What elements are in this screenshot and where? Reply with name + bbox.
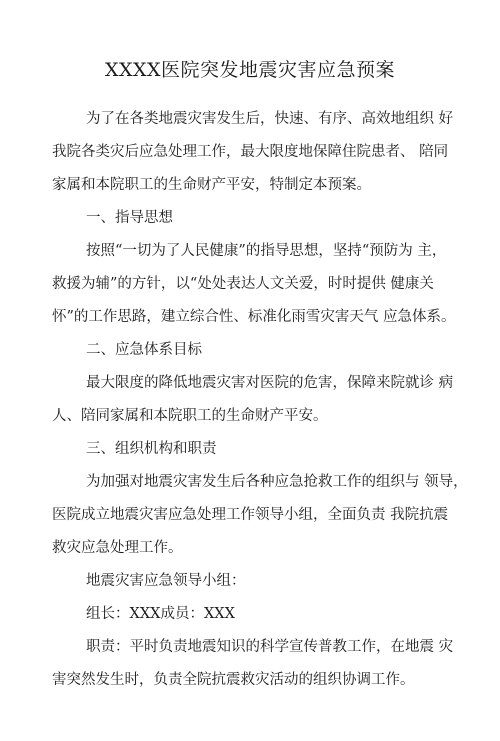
group-members: 组长：XXX成员：XXX [86, 606, 235, 622]
section-3-heading: 三、组织机构和职责 [86, 441, 217, 457]
duty-line-2: 害突然发生时，负责全院抗震救灾活动的组织协调工作。 [52, 672, 415, 688]
intro-line-3: 家属和本院职工的生命财产平安，特制定本预案。 [52, 177, 371, 193]
section-1-line-3: 怀”的工作思路，建立综合性、标准化雨雪灾害天气 应急体系。 [52, 309, 456, 325]
section-3-line-3: 救灾应急处理工作。 [52, 540, 183, 556]
intro-line-2: 我院各类灾后应急处理工作，最大限度地保障住院患者、 陪同 [52, 144, 449, 160]
section-1-line-1: 按照“一切为了人民健康”的指导思想，坚持“预防为 主， [86, 243, 447, 259]
section-1-heading: 一、指导思想 [86, 210, 173, 226]
section-2-line-1: 最大限度的降低地震灾害对医院的危害，保障来院就诊 病 [86, 375, 454, 391]
section-1-line-2: 救援为辅”的方针，以“处处表达人文关爱，时时提供 健康关 [52, 276, 434, 292]
section-3-line-2: 医院成立地震灾害应急处理工作领导小组，全面负责 我院抗震 [52, 507, 449, 523]
document-title: XXXX医院突发地震灾害应急预案 [104, 59, 396, 81]
duty-line-1: 职责：平时负责地震知识的科学宣传普教工作，在地震 灾 [86, 639, 454, 655]
intro-line-1: 为了在各类地震灾害发生后，快速、有序、高效地组织 好 [86, 111, 454, 127]
section-2-heading: 二、应急体系目标 [86, 342, 202, 358]
group-label: 地震灾害应急领导小组： [86, 573, 246, 589]
section-2-line-2: 人、陪同家属和本院职工的生命财产平安。 [52, 408, 328, 424]
section-3-line-1: 为加强对地震灾害发生后各种应急抢救工作的组织与 领导， [86, 474, 468, 490]
